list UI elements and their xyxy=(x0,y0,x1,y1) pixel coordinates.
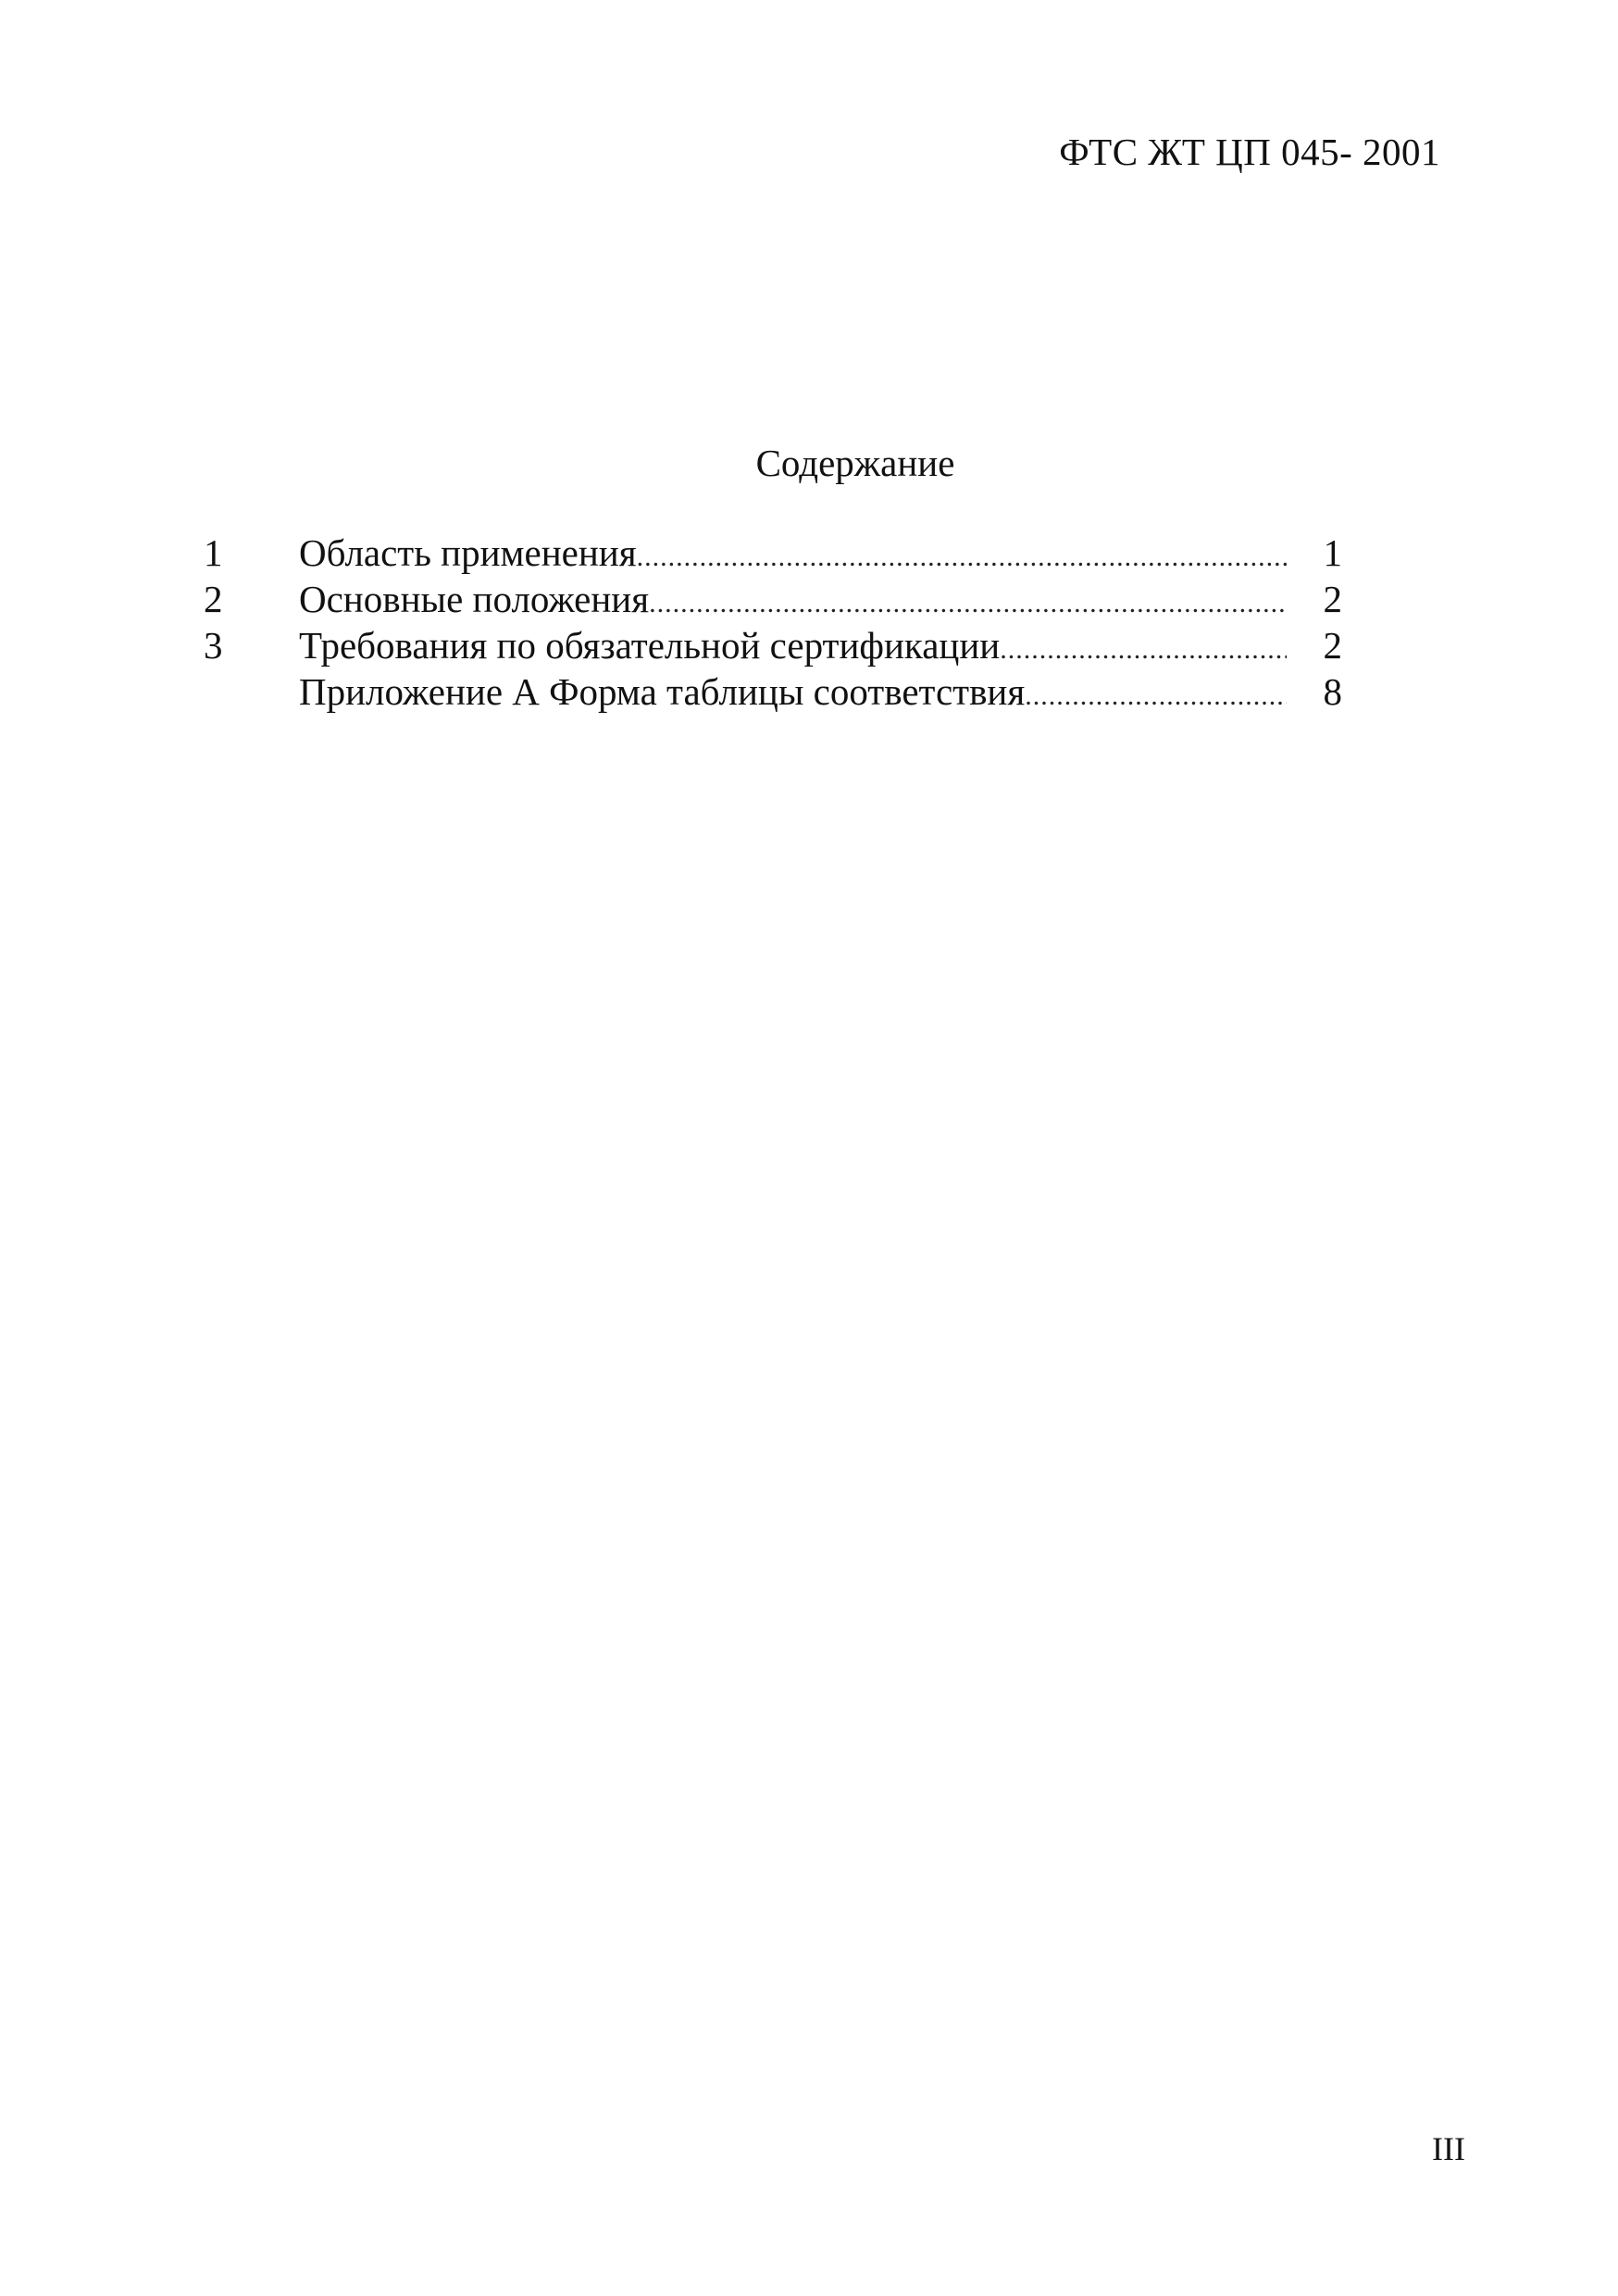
document-code: ФТС ЖТ ЦП 045- 2001 xyxy=(1059,131,1440,173)
toc-entry-page: 2 xyxy=(1323,578,1342,620)
toc-entry[interactable] xyxy=(204,530,1342,576)
toc-entry[interactable] xyxy=(204,668,1342,715)
toc-entry-number: 3 xyxy=(204,624,223,667)
toc-entry-title: Приложение А Форма таблицы соответствия xyxy=(299,670,1026,713)
toc-entry-number: 2 xyxy=(204,578,223,620)
toc-entry-page: 1 xyxy=(1323,531,1342,574)
toc-entry[interactable] xyxy=(204,622,1342,668)
toc-dot-leader xyxy=(1025,673,1287,719)
toc-entry-page: 2 xyxy=(1323,624,1342,667)
toc-dot-leader xyxy=(637,534,1287,580)
toc-dot-leader xyxy=(649,580,1287,627)
toc-entry-title: Область применения xyxy=(299,531,637,574)
toc-dot-leader xyxy=(1000,627,1287,673)
toc-entry-number: 1 xyxy=(204,531,223,574)
toc-entry-page: 8 xyxy=(1323,670,1342,713)
page-number: III xyxy=(1432,2130,1465,2167)
toc-entry-title: Основные положения xyxy=(299,578,650,620)
toc-entry-title: Требования по обязательной сертификации xyxy=(299,624,1001,667)
toc-heading: Содержание xyxy=(755,442,955,484)
toc-entry[interactable] xyxy=(204,576,1342,622)
table-of-contents xyxy=(204,530,1342,715)
